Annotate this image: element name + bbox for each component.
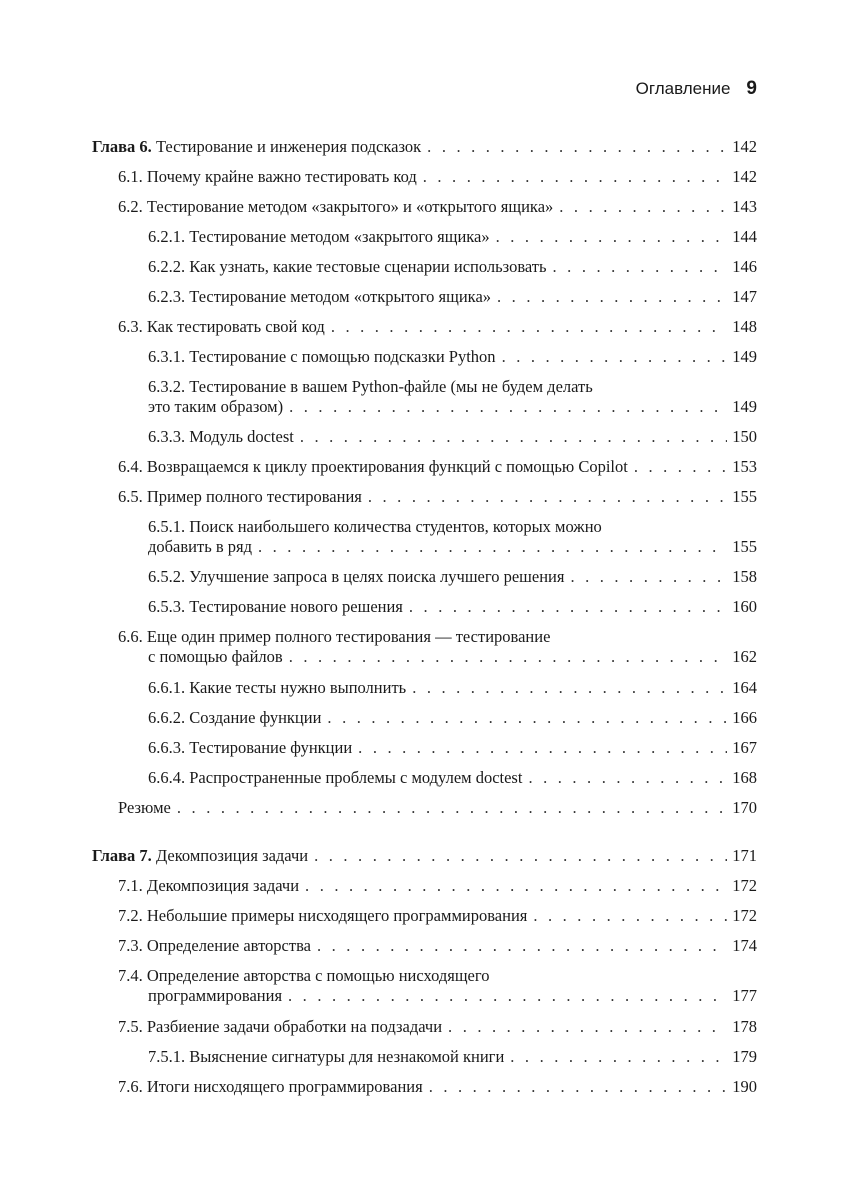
toc-page-number: 172 [732,906,757,925]
toc-leader-dots [305,875,727,897]
toc-leader-dots [634,456,727,478]
toc-entry-number: 6.5. [118,487,143,506]
toc-entry-number: 6.6.1. [148,678,186,697]
toc-page-number: 178 [732,1017,757,1036]
toc-entry-number: 6.6.3. [148,738,186,757]
toc-leader-dots [497,286,727,308]
toc-entry-6-3-3 [92,426,757,448]
toc-page-number: 166 [732,708,757,727]
toc-entry-title-continued: программирования [148,986,283,1005]
toc-entry-title: Разбиение задачи обработки на подзадачи [146,1017,443,1036]
toc-entry-title: Небольшие примеры нисходящего программирования [146,906,528,925]
toc-leader-dots [553,256,727,278]
toc-leader-dots [528,767,727,789]
toc-chapter-7 [92,845,757,867]
toc-entry-6-5 [92,486,757,508]
toc-entry-number: 6.6.4. [148,768,186,787]
toc-entry-title-continued: с помощью файлов [148,647,283,666]
toc-entry-6-2-3 [92,286,757,308]
toc-page-number: 143 [732,197,757,216]
toc-page-number: 190 [732,1077,757,1096]
toc-entry-6-5-2 [92,566,757,588]
toc-leader-dots [510,1046,727,1068]
toc-entry-number: 6.5.2. [148,567,186,586]
toc-leader-dots [570,566,727,588]
toc-entry-title: Возвращаемся к циклу проектирования функций с помощью Copilot [146,457,628,476]
toc-page-number: 171 [732,846,757,865]
toc-leader-dots [288,985,727,1007]
toc-entry-6-3-2 [92,376,757,418]
toc-entry-number: 7.5.1. [148,1047,186,1066]
toc-leader-dots [427,136,727,158]
toc-page-number: 147 [732,287,757,306]
toc-entry-6-4 [92,456,757,478]
toc-entry-number: 6.4. [118,457,143,476]
toc-leader-dots [314,845,727,867]
toc-page-number: 158 [732,567,757,586]
toc-leader-dots [429,1076,727,1098]
toc-leader-dots [358,737,727,759]
running-header-title: Оглавление [635,79,731,98]
toc-entry-title: Тестирование методом «закрытого ящика» [189,227,490,246]
toc-entry-6-6-1 [92,677,757,699]
toc-entry-title: Тестирование функции [189,738,353,757]
toc-entry-title: Определение авторства [146,936,311,955]
toc-entry-title: Еще один пример полного тестирования — тестирование [146,627,551,646]
toc-page-number: 167 [732,738,757,757]
toc-entry-6-2-2 [92,256,757,278]
toc-entry-6-3-1 [92,346,757,368]
toc-entry-6-5-3 [92,596,757,618]
toc-page-number: 164 [732,678,757,697]
toc-entry-title: Выяснение сигнатуры для незнакомой книги [189,1047,505,1066]
toc-entry-title: Тестирование нового решения [189,597,403,616]
toc-entry-number: 6.5.3. [148,597,186,616]
toc-leader-dots [258,536,727,558]
toc-page-number: 142 [732,167,757,186]
toc-entry-6-5-1 [92,516,757,558]
toc-leader-dots [368,486,727,508]
toc-entry-title: Тестирование с помощью подсказки Python [189,347,496,366]
toc-page-number: 155 [732,487,757,506]
toc-entry-title: Определение авторства с помощью нисходящего [146,966,490,985]
toc-page-number: 155 [732,537,757,556]
toc-leader-dots [448,1016,727,1038]
toc-entry-title: Почему крайне важно тестировать код [146,167,417,186]
toc-leader-dots [559,196,727,218]
toc-entry-title: Тестирование в вашем Python-файле (мы не будем делать [189,377,593,396]
toc-entry-title: Резюме [118,798,171,817]
toc-entry-number: 6.2.1. [148,227,186,246]
toc-page-number: 144 [732,227,757,246]
toc-entry-number: 7.5. [118,1017,143,1036]
toc-entry-title: Тестирование и инженерия подсказок [155,137,422,156]
toc-entry-number: 7.3. [118,936,143,955]
toc-entry-title: Какие тесты нужно выполнить [189,678,407,697]
toc-page-number: 153 [732,457,757,476]
toc-entry-number: 7.1. [118,876,143,895]
toc-entry-number: 6.3. [118,317,143,336]
toc-entry-number: 6.2.2. [148,257,186,276]
toc-entry-number: 6.3.2. [148,377,186,396]
toc-page-number: 150 [732,427,757,446]
toc-entry-title: Декомпозиция задачи [146,876,300,895]
toc-entry-number: 7.4. [118,966,143,985]
toc-leader-dots [412,677,727,699]
toc-entry-6-2 [92,196,757,218]
toc-leader-dots [331,316,727,338]
toc-entry-number: 6.3.1. [148,347,186,366]
toc-entry-summary [92,797,757,819]
toc-page-number: 172 [732,876,757,895]
toc-entry-title: Улучшение запроса в целях поиска лучшего решения [189,567,565,586]
toc-entry-6-1 [92,166,757,188]
toc-leader-dots [177,797,727,819]
toc-entry-title-continued: это таким образом) [148,397,284,416]
running-header [636,78,757,100]
page-number: 9 [746,78,757,99]
toc-page-number: 160 [732,597,757,616]
toc-entry-7-3 [92,935,757,957]
toc-page-number: 179 [732,1047,757,1066]
toc-entry-number: 6.3.3. [148,427,186,446]
toc-leader-dots [409,596,727,618]
toc-chapter-number: Глава 6. [92,137,152,156]
toc-entry-6-6 [92,626,757,668]
toc-entry-6-6-2 [92,707,757,729]
toc-entry-6-3 [92,316,757,338]
toc-entry-title-continued: добавить в ряд [148,537,252,556]
toc-page-number: 170 [732,798,757,817]
toc-entry-6-2-1 [92,226,757,248]
toc-entry-number: 7.2. [118,906,143,925]
toc-entry-title: Тестирование методом «закрытого» и «открытого ящика» [146,197,554,216]
toc-page-number: 174 [732,936,757,955]
toc-entry-7-6 [92,1076,757,1098]
toc-leader-dots [289,396,727,418]
toc-entry-number: 6.2.3. [148,287,186,306]
toc-entry-title: Как тестировать свой код [146,317,325,336]
toc-page-number: 146 [732,257,757,276]
toc-entry-7-4 [92,965,757,1007]
toc-entry-7-2 [92,905,757,927]
toc-entry-title: Тестирование методом «открытого ящика» [189,287,492,306]
toc-entry-title: Создание функции [189,708,322,727]
toc-entry-6-6-4 [92,767,757,789]
toc-entry-title: Как узнать, какие тестовые сценарии использовать [189,257,547,276]
toc-entry-title: Поиск наибольшего количества студентов, которых можно [189,517,602,536]
toc-page-number: 149 [732,347,757,366]
toc-entry-6-6-3 [92,737,757,759]
toc-entry-title: Декомпозиция задачи [155,846,309,865]
toc-page-number: 142 [732,137,757,156]
toc-page-number: 162 [732,647,757,666]
toc-leader-dots [300,426,727,448]
toc-page-number: 148 [732,317,757,336]
toc-leader-dots [496,226,727,248]
toc-leader-dots [317,935,727,957]
toc-entry-number: 6.5.1. [148,517,186,536]
toc-chapter-number: Глава 7. [92,846,152,865]
toc-entry-title: Распространенные проблемы с модулем doctest [189,768,523,787]
toc-entry-number: 6.2. [118,197,143,216]
toc-page-number: 149 [732,397,757,416]
toc-leader-dots [533,905,727,927]
toc-entry-number: 6.6.2. [148,708,186,727]
toc-entry-title: Пример полного тестирования [146,487,362,506]
toc-page-number: 168 [732,768,757,787]
toc-leader-dots [289,646,727,668]
toc-entry-number: 6.1. [118,167,143,186]
toc-leader-dots [423,166,727,188]
toc-entry-title: Модуль doctest [189,427,294,446]
toc-leader-dots [502,346,727,368]
toc-chapter-6 [92,136,757,158]
toc-leader-dots [327,707,727,729]
toc-entry-title: Итоги нисходящего программирования [146,1077,423,1096]
toc-entry-7-5-1 [92,1046,757,1068]
toc-entry-7-1 [92,875,757,897]
toc-page-number: 177 [732,986,757,1005]
toc-entry-7-5 [92,1016,757,1038]
toc-entry-number: 6.6. [118,627,143,646]
toc-entry-number: 7.6. [118,1077,143,1096]
